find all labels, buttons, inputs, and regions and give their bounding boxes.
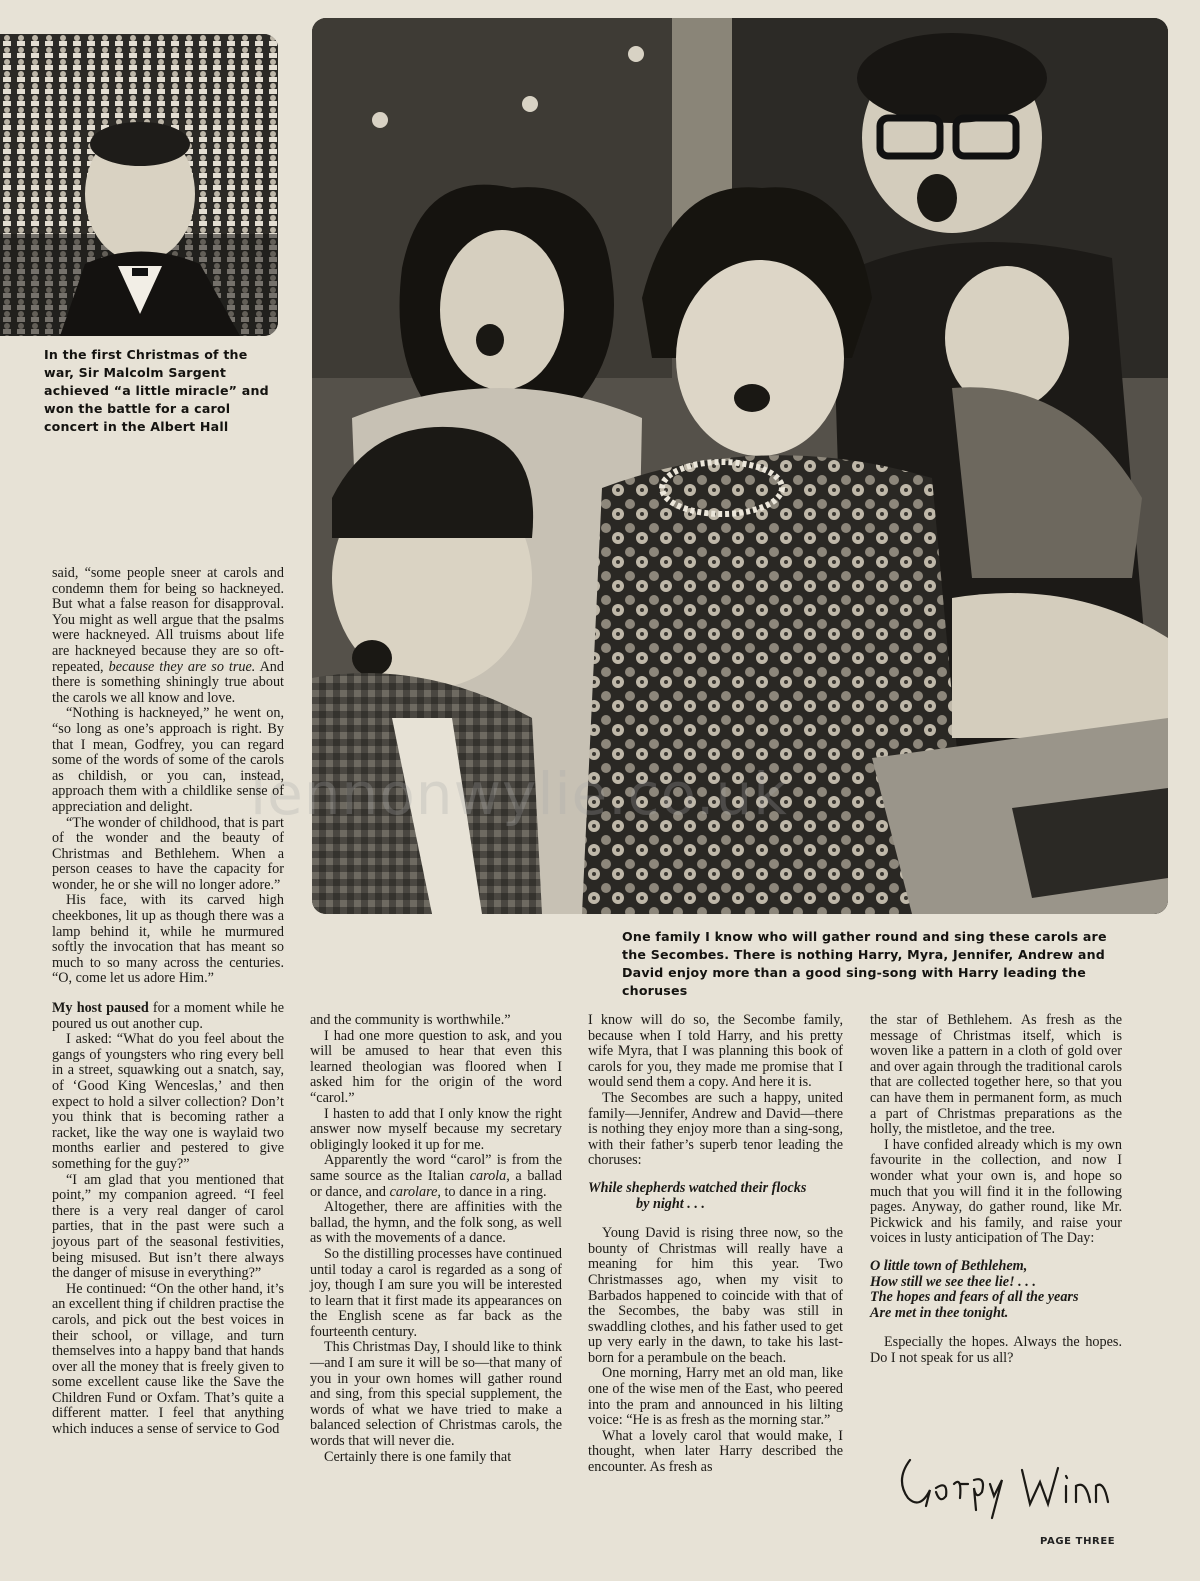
carol-verse: While shepherds watched their flocks [588,1179,807,1196]
sargent-photo-art [0,34,278,336]
paragraph: My host paused for a moment while he poured us out another cup. [52,1000,284,1032]
paragraph: I have confided already which is my own favourite in the collection, and now I wonder what your own is, and hope so much that you will find it in the following pages. Anyway, do gather round, like Mr. Pickwick and his family, and raise your voices in lusty anticipation of The Day: [870,1136,1122,1247]
paragraph: Apparently the word “carol” is from the same source as the Italian carola, a ballad or dance, and carolare, to dance in a ring. [310,1152,562,1200]
paragraph: “I am glad that you mentioned that point,” my companion agreed. “I feel there is a very real danger of carol parties, that in the past were such a joyous part of the seasonal festivities, being misused. But isn’t there always the danger of misuse in everything?” [52,1171,284,1282]
paragraph: Especially the hopes. Always the hopes. Do I not speak for us all? [870,1334,1122,1366]
paragraph: So the distilling processes have continued until today a carol is regarded as a song of joy, though I am sure you will be interested to learn that it first made its appearances on the English scene as far back as the fourteenth century. [310,1245,562,1340]
secombe-family-photo [312,18,1168,914]
paragraph: This Christmas Day, I should like to think—and I am sure it will be so—that many of you in your own homes will gather round and sing, from this special supplement, the words of what we have tried to make a balanced selection of Christmas carols, the words that will never die. [310,1339,562,1450]
article-column-4 [870,1013,1122,1366]
author-signature [890,1440,1110,1520]
paragraph: He continued: “On the other hand, it’s an excellent thing if children practise the carols, and pick out the best voices in their school, or village, and turn themselves into a happy band that hands over all the money that is freely given to some excellent cause like the Save the Children Fund or Oxfam. That’s quite a different matter. I feel that anything which induces a sense of service to God [52,1280,284,1438]
sargent-caption: In the first Christmas of the war, Sir Malcolm Sargent achieved “a little miracle” and won the battle for a carol concert in the Albert Hall [44,347,269,434]
sargent-photo [0,34,278,336]
lead-in: My host paused [52,1000,149,1017]
paragraph: The Secombes are such a happy, united family—Jennifer, Andrew and David—there is nothing they enjoy more than a sing-song, with their father’s superb tenor leading the choruses: [588,1089,843,1169]
article-column-2 [310,1013,562,1465]
paragraph: and the community is worthwhile.” [310,1012,511,1028]
family-photo-art [312,18,1168,914]
paragraph: said, “some people sneer at carols and condemn them for being so hackneyed. But what a false reason for disapproval. You might as well argue that the psalms were hackneyed. All truisms about life are hackneyed because they are so oft-repeated, because they are so true. And there is something shiningly true about the carols we all know and love. [52,565,284,706]
paragraph: What a lovely carol that would make, I thought, when later Harry described the encounter. As fresh as [588,1427,843,1476]
paragraph: I hasten to add that I only know the right answer now myself because my secretary obligingly looked it up for me. [310,1105,562,1153]
paragraph: One morning, Harry met an old man, like one of the wise men of the East, who peered into the pram and announced in his lilting voice: “He is as fresh as the morning star.” [588,1365,843,1429]
paragraph: His face, with its carved high cheekbones, lit up as though there was a lamp behind it, while he murmured softly the invocation that has meant so much to so many across the centuries. “O, come let us adore Him.” [52,892,284,987]
carol-verse-line: O little town of Bethlehem, [870,1257,1028,1274]
carol-verse-line: The hopes and fears of all the years [870,1289,1079,1306]
paragraph: “The wonder of childhood, that is part of the wonder and the beauty of Christmas and Bethlehem. When a person ceases to have the capacity for wonder, he or she will no longer adore.” [52,814,284,893]
paragraph: Certainly there is one family that [324,1448,512,1465]
paragraph: Young David is rising three now, so the bounty of Christmas will really have a meaning for him this year. Two Christmasses ago, when my visit to Barbados happened to coincide with that of the Secombes, the baby was still in swaddling clothes, and his father used to get up very early in the dawn, to take his last-born for a perambule on the beach. [588,1225,843,1366]
family-caption: One family I know who will gather round and sing these carols are the Secombes. There is nothing Harry, Myra, Jennifer, Andrew and David enjoy more than a good sing-song with Harry leading the choruses [622,929,1107,998]
paragraph: the star of Bethlehem. As fresh as the message of Christmas itself, which is woven like a pattern in a cloth of gold over and over again through the traditional carols that are collected together here, so that you can have them in permanent form, as much a part of Christmas preparations as the holly, the mistletoe, and the tree. [870,1012,1122,1138]
article-column-1 [52,566,284,1438]
carol-verse-line: How still we see thee lie! . . . [870,1273,1036,1290]
carol-verse-block [870,1259,1122,1321]
paragraph: I asked: “What do you feel about the gangs of youngsters who ring every bell in a street, squawking out a snatch, say, of ‘Good King Wenceslas,’ and then expect to hold a silver collection? Don’t you think that is becoming rather a racket, like the way one is waylaid two months earlier and pestered to give something for the guy?” [52,1031,284,1172]
paragraph: I had one more question to ask, and you will be amused to hear that even this learned theologian was floored when I asked him for the origin of the word “carol.” [310,1027,562,1106]
paragraph: Altogether, there are affinities with the ballad, the hymn, and the folk song, as well as with the movements of a dance. [310,1199,562,1247]
article-column-3 [588,1013,843,1476]
watermark-text: lennonwylie.co.uk [250,760,788,828]
carol-verse: by night . . . [636,1195,705,1212]
paragraph: “Nothing is hackneyed,” he went on, “so long as one’s approach is right. By that I mean, Godfrey, you can regard some of the words of some of the carols as childish, or you can, instead, approach them with a childlike sense of appreciation and delight. [52,705,284,815]
paragraph: I know will do so, the Secombe family, because when I told Harry, and his pretty wife Myra, that I was planning this book of carols for you, they made me promise that I would send them a copy. And here it is. [588,1012,843,1091]
page-number: PAGE THREE [1040,1536,1116,1547]
carol-verse-line: Are met in thee tonight. [870,1304,1009,1321]
